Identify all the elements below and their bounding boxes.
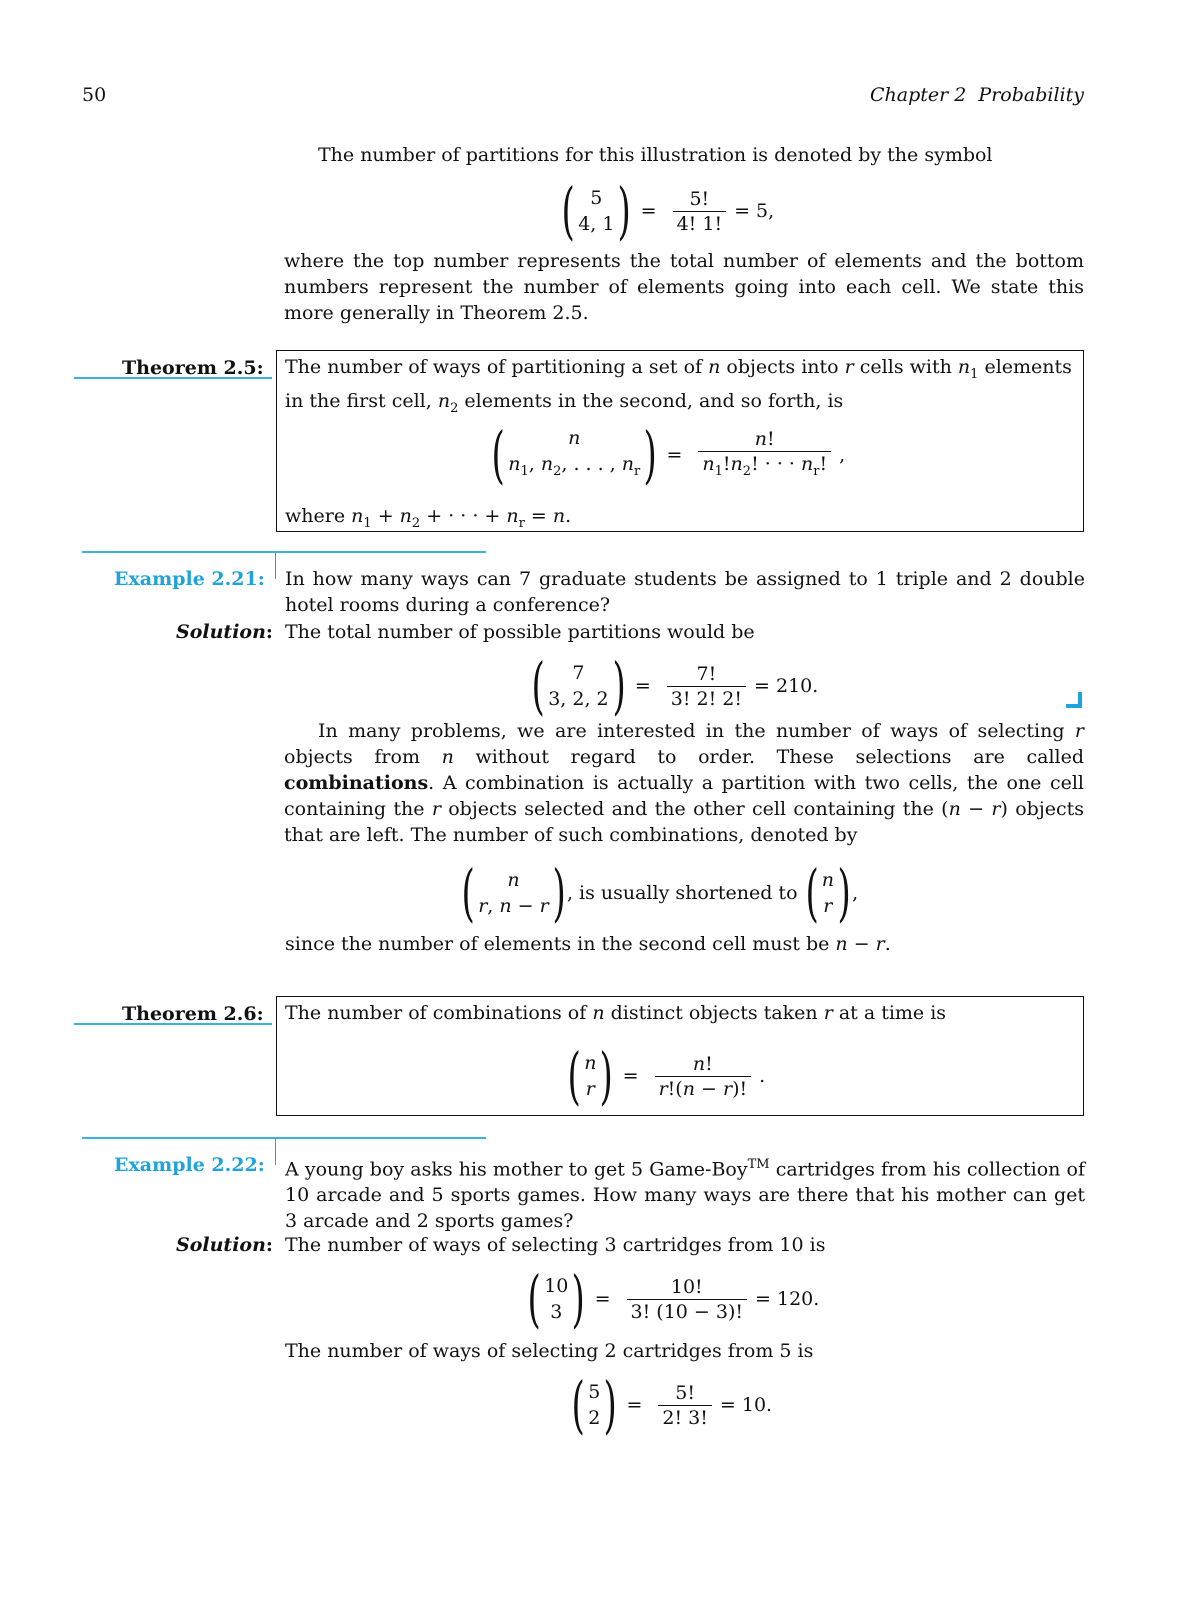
equation-combination-formula: ( n r ) = $\frac{n!}{r!(n - r)!}$ .	[567, 1039, 766, 1112]
term-combinations: combinations	[284, 772, 429, 794]
example-2-21-margin-line	[275, 553, 276, 579]
example-2-22-margin-line	[275, 1139, 276, 1165]
theorem-2-5-where: where $n_1 + n_2$ + · · · + $n_r = n$.	[285, 505, 572, 531]
example-2-21-solution-text: The total number of possible partitions would be	[285, 621, 755, 643]
example-2-22-rule	[82, 1137, 486, 1139]
binom-top: 5	[590, 187, 603, 209]
theorem-2-5-statement: The number of ways of partitioning a set of n objects into r cells with $n_1$ elements in the first cell, $n_2$ elements in the second, and so forth, is	[285, 356, 1072, 416]
equation-result: = 10.	[719, 1394, 773, 1416]
equation-result: = 210.	[754, 675, 819, 697]
example-2-21-label: Example 2.21:	[114, 568, 265, 590]
equation-multinomial: ( n $n_1$, $n_2$, . . . , $n_r$ ) = $\frac{n!}{n_1!n_2! \cdot \cdot \cdot n_r!}$ ,	[491, 418, 846, 491]
intro-line: The number of partitions for this illustration is denoted by the symbol	[318, 144, 993, 166]
equation-partition-7: ( 7 3, 2, 2 ) = $\frac{7!}{3! 2! 2!}$ = 210.	[531, 649, 819, 722]
fraction-denominator: 4! 1!	[673, 211, 727, 236]
fraction-numerator: 5!	[689, 187, 710, 210]
equation-result: = 5,	[734, 200, 775, 222]
equation-combination-notation: ( n r, n − r ) , is usually shortened to ( n r ) ,	[461, 856, 859, 929]
example-2-21-rule	[82, 551, 486, 553]
running-title: Chapter 2 Probability	[870, 84, 1084, 106]
equation-10-choose-3: ( 10 3 ) = $\frac{10!}{3! (10 - 3)!}$ = 120.	[527, 1262, 820, 1335]
theorem-2-5-label: Theorem 2.5:	[122, 357, 264, 379]
example-2-22-solution-label: Solution:	[176, 1234, 273, 1256]
equation-5-choose-2: ( 5 2 ) = $\frac{5!}{2! 3!}$ = 10.	[571, 1368, 773, 1441]
example-2-22-solution-text: The number of ways of selecting 3 cartridges from 10 is	[285, 1234, 826, 1256]
example-2-21-question: In how many ways can 7 graduate students be assigned to 1 triple and 2 double hotel rooms during a conference?	[285, 568, 1085, 616]
example-2-22-label: Example 2.22:	[114, 1154, 265, 1176]
binom-bottom: 4, 1	[578, 213, 615, 235]
trademark: TM	[747, 1157, 770, 1172]
example-2-22-line2: The number of ways of selecting 2 cartridges from 5 is	[285, 1340, 814, 1362]
example-2-22-question: A young boy asks his mother to get 5 Game-Boy™ cartridges from his collection of 10 arcade and 5 sports games. How many ways are there that his mother can get 3 arcade and 2 sports games?	[285, 1157, 1086, 1233]
theorem-2-6-label: Theorem 2.6:	[122, 1003, 264, 1025]
example-2-21-solution-label: Solution:	[176, 621, 273, 643]
equation-result: = 120.	[755, 1288, 820, 1310]
intro-paragraph: where the top number represents the total number of elements and the bottom numbers represent the number of elements going into each cell. We state this more generally in Theorem 2.5.	[284, 250, 1084, 324]
end-of-example-mark	[1066, 692, 1082, 708]
theorem-2-6-statement: The number of combinations of n distinct objects taken r at a time is	[285, 1002, 947, 1024]
combinations-paragraph: In many problems, we are interested in the number of ways of selecting r objects from n without regard to order. These selections are called combinations. A combination is actually a partition with two cells, the one cell containing the r objects selected and the other cell containing the (n − r) objects that are left. The number of such combinations, denoted by	[284, 720, 1085, 846]
page-number: 50	[82, 84, 107, 106]
equation-binom-5-4-1: ( 5 4, 1 ) = $\frac{5!}{4! 1!}$ = 5,	[561, 174, 775, 247]
since-line: since the number of elements in the second cell must be n − r.	[285, 933, 891, 955]
